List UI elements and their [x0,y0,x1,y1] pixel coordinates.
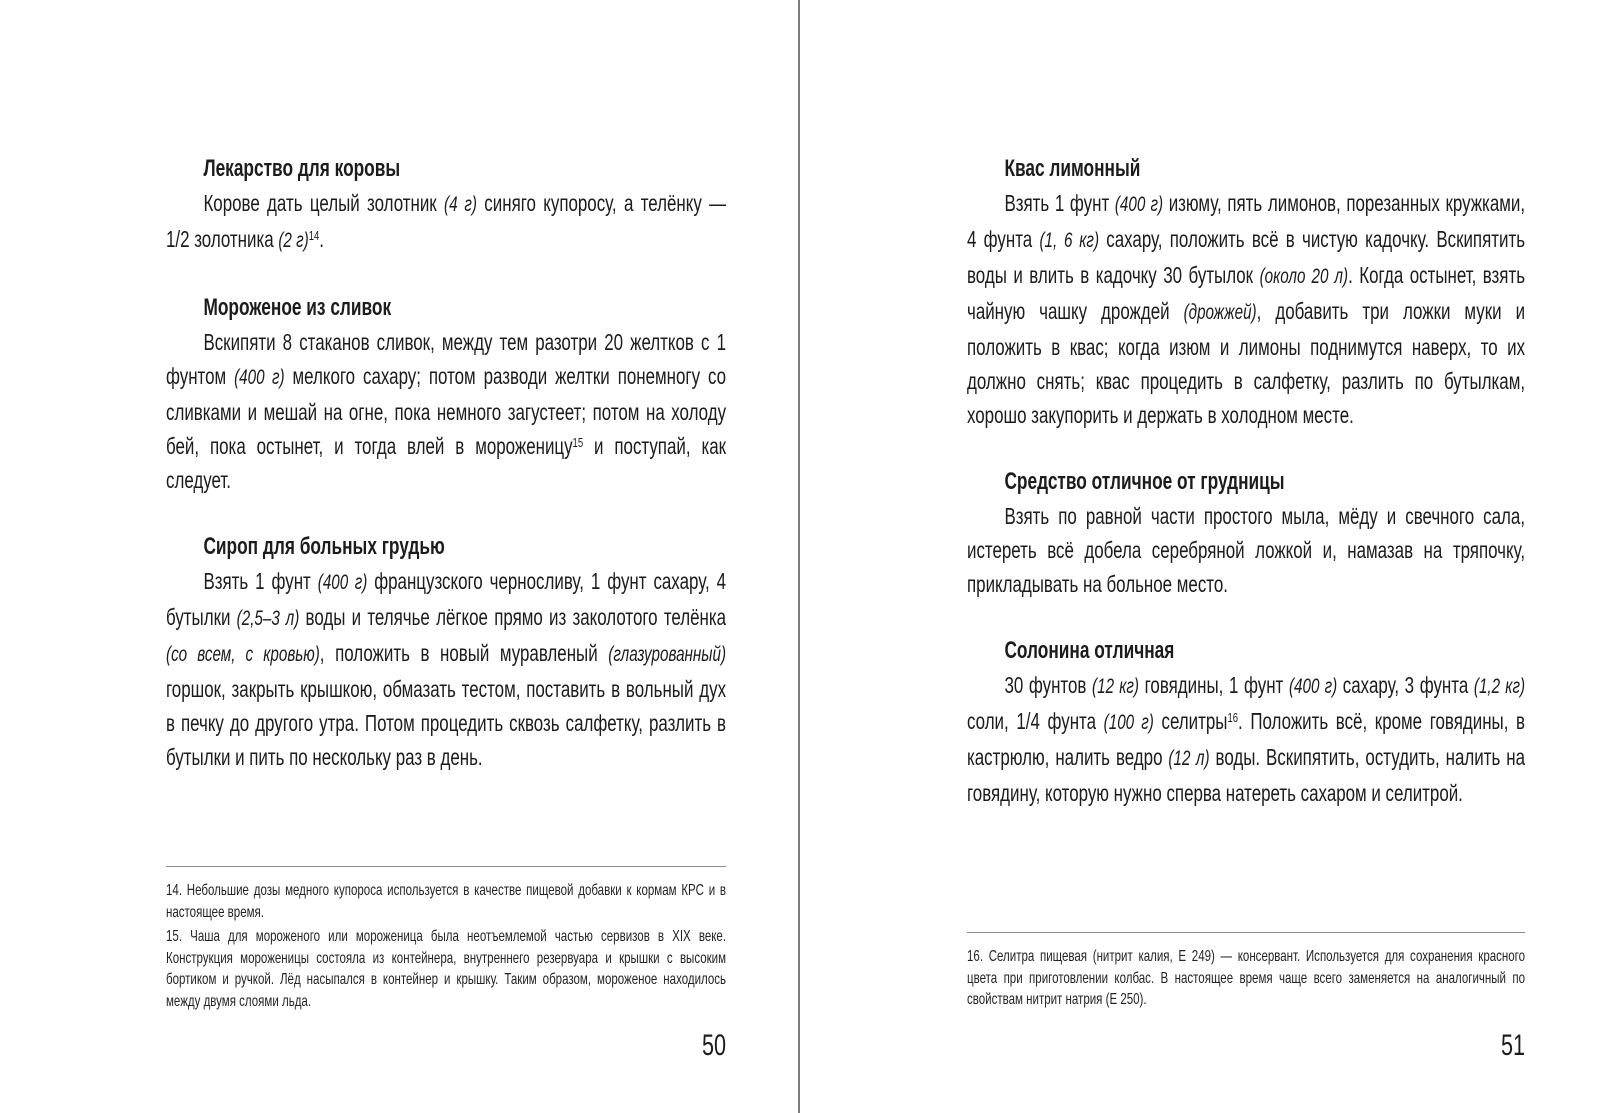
footnote-15: 15. Чаша для мороженого или мороженица была неотъемлемой частью сервизов в XIX веке. Конструкция мороженицы состояла из контейнера, внутреннего резервуара и крышки с высоким бортиком и ручкой. Лёд насыпался в контейнер и крышку. Таким образом, мороженое находилось между двумя слоями льда. [166,928,727,1010]
section-paragraph: Взять по равной части простого мыла, мёду и свечного сала, истереть всё добела серебряной ложкой и, намазав на тряпочку, прикладывать на больное место. [967,503,1526,597]
page-number-left: 50 [702,1029,727,1062]
section-heading: Солонина отличная [1004,637,1175,664]
footnotes-right [967,932,1525,1014]
page-number-right: 51 [1501,1029,1526,1062]
recipe-section-mastitis-remedy [967,465,1525,601]
section-heading: Средство отличное от грудницы [1004,468,1285,495]
recipe-section-lemon-kvass [967,152,1525,432]
recipe-section-cream-icecream [166,291,726,497]
footnotes-left [166,866,726,1015]
section-paragraph: Взять 1 фунт (400 г) изюму, пять лимонов, порезанных кружками, 4 фунта (1, 6 кг) сахару, положить всё в чистую кадочку. Вскипятить воды и влить в кадочку 30 бутылок (около 20 л). Когда остынет, взять чайную чашку дрождей (дрожжей), добавить три ложки муки и положить в квас; когда изюм и лимоны поднимутся наверх, то их должно снять; квас процедить в салфетку, разлить по бутылкам, хорошо закупорить и держать в холодном месте. [967,190,1526,428]
page-right-content [967,0,1525,1113]
page-divider-line [798,0,800,1113]
section-heading: Квас лимонный [1004,155,1141,182]
page-left-content [166,0,726,1113]
page-right-body [967,152,1525,810]
section-heading: Мороженое из сливок [203,294,392,321]
section-heading: Сироп для больных грудью [203,533,445,560]
recipe-section-corned-beef [967,634,1525,810]
section-paragraph: Вскипяти 8 стаканов сливок, между тем разотри 20 желтков с 1 фунтом (400 г) мелкого сахару; потом разводи желтки понемногу со сливками и мешай на огне, пока немного загустеет; потом на холоду бей, пока остынет, и тогда влей в мороженицу$^{15}$ и поступай, как следует. [166,329,727,493]
page-left [166,0,726,1113]
footnote-14: 14. Небольшие дозы медного купороса используется в качестве пищевой добавки к кормам КРС и в настоящее время. [166,882,727,921]
footnote-rule [166,866,726,867]
recipe-section-chest-syrup [166,530,726,774]
section-heading: Лекарство для коровы [203,155,401,182]
page-left-body [166,152,726,774]
recipe-section-cow-medicine [166,152,726,258]
footnote-16: 16. Селитра пищевая (нитрит калия, Е 249) — консервант. Используется для сохранения красного цвета при приготовлении колбас. В настоящее время чаще всего заменяется на аналогичный по свойствам нитрит натрия (Е 250). [967,948,1526,1008]
page-right [967,0,1525,1113]
section-paragraph: Взять 1 фунт (400 г) французского черносливу, 1 фунт сахару, 4 бутылки (2,5–3 л) воды и телячье лёгкое прямо из заколотого телёнка (со всем, с кровью), положить в новый муравленый (глазурованный) горшок, закрыть крышкою, обмазать тестом, поставить в вольный дух в печку до другого утра. Потом процедить сквозь салфетку, разлить в бутылки и пить по нескольку раз в день. [166,568,727,770]
section-paragraph: Корове дать целый золотник (4 г) синяго купоросу, а телёнку — 1/2 золотника (2 г)$^{14}$. [166,190,727,252]
section-paragraph: 30 фунтов (12 кг) говядины, 1 фунт (400 г) сахару, 3 фунта (1,2 кг) соли, 1/4 фунта (100 г) селитры$^{16}$. Положить всё, кроме говядины, в кастрюлю, налить ведро (12 л) воды. Вскипятить, остудить, налить на говядину, которую нужно сперва натереть сахаром и селитрой. [967,672,1526,806]
footnote-rule [967,932,1525,933]
